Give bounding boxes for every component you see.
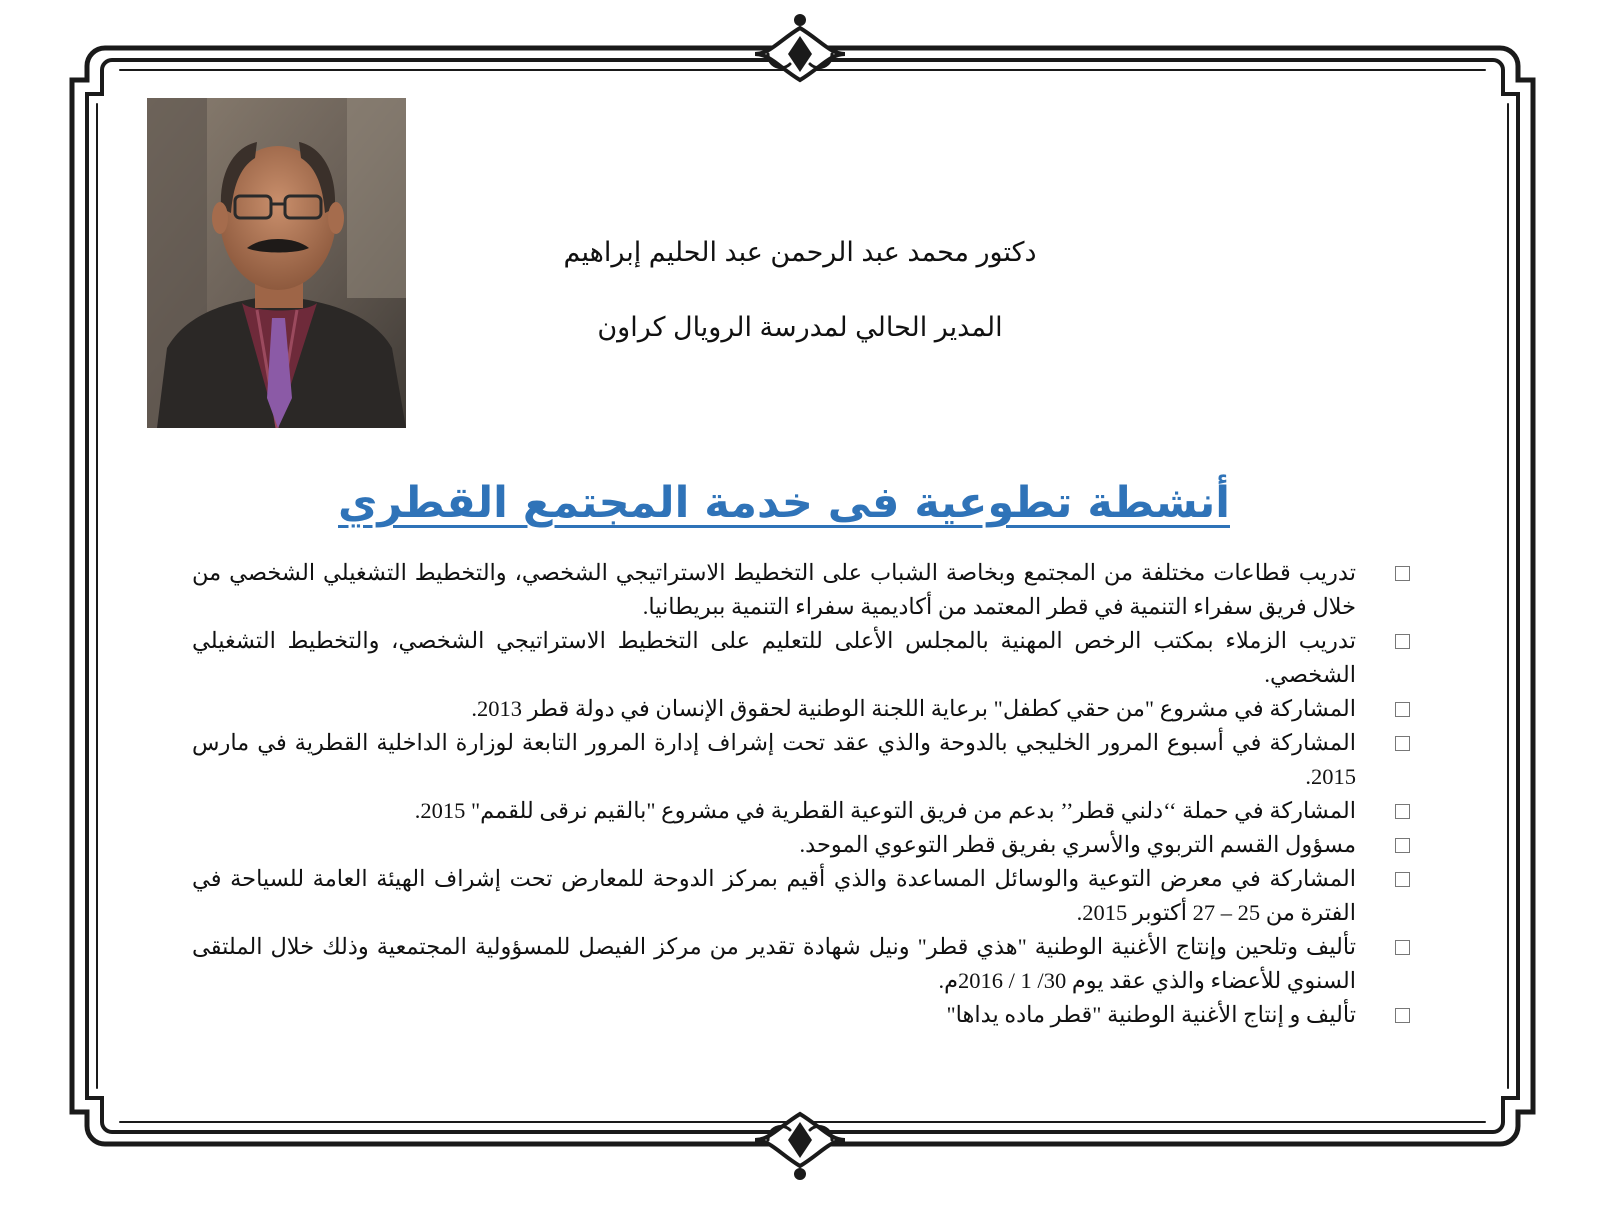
list-item-text: تدريب قطاعات مختلفة من المجتمع وبخاصة الشباب على التخطيط الاستراتيجي الشخصي، والتخطيط التشغيلي الشخصي من خلال فريق سفراء التنمية في قطر المعتمد من أكاديمية سفراء التنمية ببريطانيا. [192,560,1356,619]
list-item-text: المشاركة في معرض التوعية والوسائل المساعدة والذي أقيم بمركز الدوحة للمعارض تحت إشراف الهيئة العامة للسياحة في الفترة من 25 – 27 أكتوبر 2015. [192,866,1356,925]
list-item-text: تأليف وتلحين وإنتاج الأغنية الوطنية "هذي قطر" ونيل شهادة تقدير من مركز الفيصل للمسؤولية المجتمعية وذلك خلال الملتقى السنوي للأعضاء والذي عقد يوم 30/ 1 / 2016م. [192,934,1356,993]
checkbox-icon [1395,1008,1410,1023]
checkbox-icon [1395,634,1410,649]
list-item-text: تدريب الزملاء بمكتب الرخص المهنية بالمجلس الأعلى للتعليم على التخطيط الاستراتيجي الشخصي، والتخطيط التشغيلي الشخصي. [192,628,1356,687]
checkbox-icon [1395,940,1410,955]
section-heading: أنشطة تطوعية فى خدمة المجتمع القطري [338,478,1230,528]
checkbox-icon [1395,566,1410,581]
list-item [192,930,1410,998]
checkbox-icon [1395,736,1410,751]
checkbox-icon [1395,838,1410,853]
list-item-text: المشاركة في حملة ‘‘دلني قطر’’ بدعم من فريق التوعية القطرية في مشروع "بالقيم نرقى للقمم" 2015. [414,798,1356,823]
bottom-ornament [755,1114,845,1180]
checkbox-icon [1395,872,1410,887]
checkbox-icon [1395,804,1410,819]
list-item [192,794,1410,828]
list-item [192,692,1410,726]
list-item [192,998,1410,1032]
list-item [192,828,1410,862]
person-role: المدير الحالي لمدرسة الرويال كراون [597,312,1003,342]
list-item [192,726,1410,794]
portrait-photo [147,98,406,428]
activities-list [192,556,1410,1032]
list-item-text: المشاركة في أسبوع المرور الخليجي بالدوحة والذي عقد تحت إشراف إدارة المرور التابعة لوزارة الداخلية القطرية في مارس 2015. [192,730,1356,789]
checkbox-icon [1395,702,1410,717]
list-item-text: تأليف و إنتاج الأغنية الوطنية "قطر ماده يداها" [946,1002,1356,1027]
list-item [192,556,1410,624]
list-item [192,624,1410,692]
person-name: دكتور محمد عبد الرحمن عبد الحليم إبراهيم [563,237,1037,267]
list-item [192,862,1410,930]
list-item-text: المشاركة في مشروع "من حقي كطفل" برعاية اللجنة الوطنية لحقوق الإنسان في دولة قطر 2013. [471,696,1356,721]
list-item-text: مسؤول القسم التربوي والأسري بفريق قطر التوعوي الموحد. [799,832,1356,857]
